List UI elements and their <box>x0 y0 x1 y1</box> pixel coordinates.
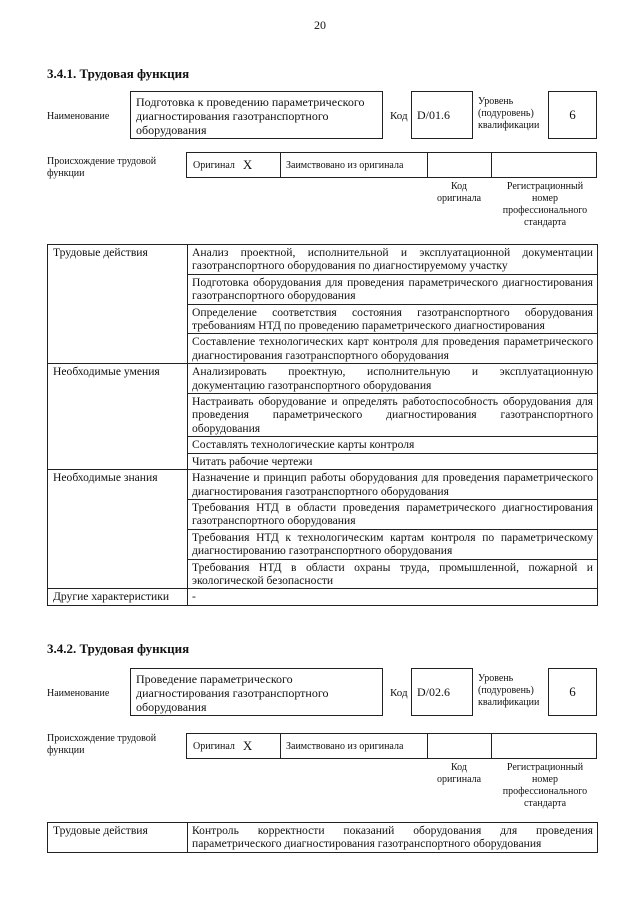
origin-x-mark: X <box>242 738 253 753</box>
table-row <box>48 470 598 500</box>
level-label: Уровень (подуровень) квалификации <box>478 673 540 708</box>
row-item: Анализ проектной, исполнительной и эксплуатационной документации газотранспортного оборудования по диагностируемому участку <box>188 245 598 275</box>
origin-borrowed-label: Заимствовано из оригинала <box>286 159 404 171</box>
row-head: Необходимые умения <box>48 364 188 470</box>
code-value: D/01.6 <box>411 91 473 139</box>
level-value: 6 <box>548 91 597 139</box>
caption-reg: Регистрационный номер профессионального стандарта <box>502 762 588 809</box>
row-head: Необходимые знания <box>48 470 188 589</box>
page-number: 20 <box>314 18 326 32</box>
row-item: Настраивать оборудование и определять работоспособность оборудования для проведения параметрического диагностирования газотранспортного оборудования <box>188 394 598 437</box>
table-row <box>48 364 598 394</box>
origin-borrowed-label: Заимствовано из оригинала <box>286 740 404 752</box>
origin-original-cell <box>187 153 281 177</box>
origin-original-label: Оригинал <box>193 740 235 752</box>
row-item: Требования НТД к технологическим картам контроля по параметрическому диагностированию газотранспортного оборудования <box>188 529 598 559</box>
row-item: Составление технологических карт контроля для проведения параметрического диагностирования газотранспортного оборудования <box>188 334 598 364</box>
origin-original-cell <box>187 734 281 758</box>
row-item: Требования НТД в области проведения параметрического диагностирования газотранспортного оборудования <box>188 499 598 529</box>
origin-row <box>186 152 597 178</box>
origin-label: Происхождение трудовой функции <box>47 156 157 179</box>
origin-original-label: Оригинал <box>193 159 235 171</box>
origin-code-cell <box>428 153 492 177</box>
level-value: 6 <box>548 668 597 716</box>
origin-x-mark: X <box>242 157 253 172</box>
function-table <box>47 822 598 853</box>
row-head: Другие характеристики <box>48 589 188 605</box>
origin-reg-cell <box>492 734 596 758</box>
table-row <box>48 823 598 853</box>
row-head: Трудовые действия <box>48 823 188 853</box>
row-item: Определение соответствия состояния газотранспортного оборудования требованиям НТД по проведению параметрического диагностирования <box>188 304 598 334</box>
row-item: Читать рабочие чертежи <box>188 453 598 469</box>
origin-borrowed-cell <box>281 153 428 177</box>
level-label: Уровень (подуровень) квалификации <box>478 96 540 131</box>
row-item: Контроль корректности показаний оборудования для проведения параметрического диагностирования газотранспортного оборудования <box>188 823 598 853</box>
origin-code-cell <box>428 734 492 758</box>
caption-reg: Регистрационный номер профессионального стандарта <box>502 181 588 228</box>
section-title: 3.4.2. Трудовая функция <box>47 641 190 656</box>
function-table <box>47 244 598 606</box>
origin-borrowed-cell <box>281 734 428 758</box>
name-label: Наименование <box>47 688 110 699</box>
caption-code: Код оригинала <box>436 762 482 785</box>
row-head: Трудовые действия <box>48 245 188 364</box>
origin-row <box>186 733 597 759</box>
section-title: 3.4.1. Трудовая функция <box>47 66 190 81</box>
row-item: Анализировать проектную, исполнительную и эксплуатационную документацию газотранспортного оборудования <box>188 364 598 394</box>
code-value: D/02.6 <box>411 668 473 716</box>
row-item: Составлять технологические карты контроля <box>188 437 598 453</box>
table-row <box>48 245 598 275</box>
code-label: Код <box>390 110 408 122</box>
row-item: - <box>188 589 598 605</box>
origin-label: Происхождение трудовой функции <box>47 733 157 756</box>
function-name: Проведение параметрического диагностирования газотранспортного оборудования <box>130 668 383 716</box>
row-item: Подготовка оборудования для проведения параметрического диагностирования газотранспортного оборудования <box>188 274 598 304</box>
table-row <box>48 589 598 605</box>
row-item: Назначение и принцип работы оборудования для проведения параметрического диагностирования газотранспортного оборудования <box>188 470 598 500</box>
code-label: Код <box>390 687 408 699</box>
caption-code: Код оригинала <box>436 181 482 204</box>
name-label: Наименование <box>47 111 110 122</box>
function-name: Подготовка к проведению параметрического диагностирования газотранспортного оборудования <box>130 91 383 139</box>
origin-reg-cell <box>492 153 596 177</box>
row-item: Требования НТД в области охраны труда, промышленной, пожарной и экологической безопасности <box>188 559 598 589</box>
